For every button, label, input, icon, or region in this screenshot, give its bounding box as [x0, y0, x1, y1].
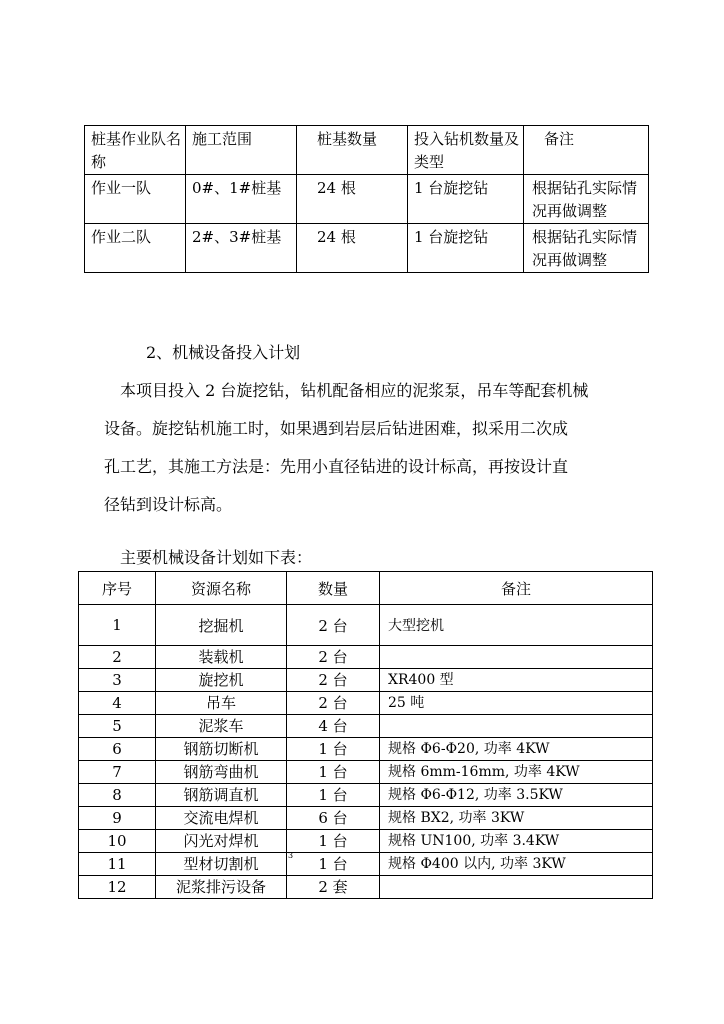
table-cell: XR400 型 — [380, 669, 653, 692]
table-cell: 挖掘机 — [156, 605, 287, 646]
table-cell: 型材切割机 — [156, 853, 287, 876]
table-cell: 2 — [79, 646, 156, 669]
table-cell: 1 台 — [287, 830, 380, 853]
table-row — [85, 224, 649, 273]
table-cell: 规格 UN100, 功率 3.4KW — [380, 830, 653, 853]
table-cell: 25 吨 — [380, 692, 653, 715]
table-cell: 24 根 — [297, 175, 408, 224]
table-cell: 24 根 — [297, 224, 408, 273]
table-row — [79, 669, 653, 692]
table-row — [79, 807, 653, 830]
paragraph-line: 本项目投入 2 台旋挖钻，钻机配备相应的泥浆泵，吊车等配套机械 — [120, 381, 589, 400]
table-cell: 规格 Φ6-Φ12, 功率 3.5KW — [380, 784, 653, 807]
table-cell: 2#、3#桩基 — [186, 224, 297, 273]
header-cell: 资源名称 — [156, 572, 287, 605]
header-cell: 投入钻机数量及类型 — [408, 126, 524, 175]
table-row — [79, 715, 653, 738]
table-row — [79, 784, 653, 807]
table-row — [79, 692, 653, 715]
table-cell: 1 台 — [287, 738, 380, 761]
table-cell: 3 — [79, 669, 156, 692]
table-cell: 作业二队 — [85, 224, 186, 273]
table-cell: 2 台 — [287, 646, 380, 669]
table-row — [79, 761, 653, 784]
table-cell: 2 套 — [287, 876, 380, 899]
pile-team-table — [84, 125, 649, 273]
table-cell: 1 台 — [287, 853, 380, 876]
table-cell: 0#、1#桩基 — [186, 175, 297, 224]
table-cell: 大型挖机 — [380, 605, 653, 646]
table-cell: 钢筋调直机 — [156, 784, 287, 807]
header-cell: 备注 — [380, 572, 653, 605]
table-cell — [380, 646, 653, 669]
section-heading: 2、机械设备投入计划 — [146, 343, 301, 362]
table-cell: 4 — [79, 692, 156, 715]
table-cell: 1 台旋挖钻 — [408, 175, 524, 224]
table-cell: 1 台 — [287, 784, 380, 807]
table-header-row — [85, 126, 649, 175]
table-cell: 5 — [79, 715, 156, 738]
header-cell: 桩基作业队名称 — [85, 126, 186, 175]
table-cell: 泥浆排污设备 — [156, 876, 287, 899]
equipment-table — [78, 571, 653, 899]
table-cell: 规格 Φ400 以内, 功率 3KW — [380, 853, 653, 876]
table-cell: 规格 6mm-16mm, 功率 4KW — [380, 761, 653, 784]
table-row — [85, 175, 649, 224]
table-row — [79, 646, 653, 669]
table-row — [79, 605, 653, 646]
table-cell: 泥浆车 — [156, 715, 287, 738]
table-cell: 12 — [79, 876, 156, 899]
table-row — [79, 853, 653, 876]
page-number: 3 — [288, 851, 294, 860]
table-cell: 9 — [79, 807, 156, 830]
table-cell: 规格 Φ6-Φ20, 功率 4KW — [380, 738, 653, 761]
header-cell: 数量 — [287, 572, 380, 605]
table-cell: 吊车 — [156, 692, 287, 715]
table-cell: 作业一队 — [85, 175, 186, 224]
table-cell: 2 台 — [287, 669, 380, 692]
table-cell: 1 台旋挖钻 — [408, 224, 524, 273]
paragraph-line: 设备。旋挖钻机施工时，如果遇到岩层后钻进困难，拟采用二次成 — [104, 419, 569, 438]
table-cell — [380, 876, 653, 899]
table-cell: 根据钻孔实际情况再做调整 — [524, 224, 649, 273]
table-cell: 闪光对焊机 — [156, 830, 287, 853]
table-cell: 旋挖机 — [156, 669, 287, 692]
table-row — [79, 830, 653, 853]
table-cell: 10 — [79, 830, 156, 853]
table-cell: 1 — [79, 605, 156, 646]
paragraph-line: 径钻到设计标高。 — [104, 495, 233, 514]
table-cell: 2 台 — [287, 692, 380, 715]
table-cell: 装载机 — [156, 646, 287, 669]
table-header-row — [79, 572, 653, 605]
table-cell: 钢筋弯曲机 — [156, 761, 287, 784]
table-row — [79, 738, 653, 761]
body-paragraph — [104, 372, 624, 524]
header-cell: 桩基数量 — [297, 126, 408, 175]
table-cell: 1 台 — [287, 761, 380, 784]
table-cell: 钢筋切断机 — [156, 738, 287, 761]
table-cell: 7 — [79, 761, 156, 784]
table-cell: 规格 BX2, 功率 3KW — [380, 807, 653, 830]
table-row — [79, 876, 653, 899]
table-cell: 根据钻孔实际情况再做调整 — [524, 175, 649, 224]
table-cell: 11 — [79, 853, 156, 876]
table-cell: 8 — [79, 784, 156, 807]
table-cell: 2 台 — [287, 605, 380, 646]
header-cell: 施工范围 — [186, 126, 297, 175]
table-cell: 4 台 — [287, 715, 380, 738]
table-intro: 主要机械设备计划如下表： — [120, 548, 313, 567]
table-cell — [380, 715, 653, 738]
table-cell: 6 台 — [287, 807, 380, 830]
table-cell: 交流电焊机 — [156, 807, 287, 830]
paragraph-line: 孔工艺，其施工方法是：先用小直径钻进的设计标高，再按设计直 — [104, 457, 569, 476]
header-cell: 序号 — [79, 572, 156, 605]
header-cell: 备注 — [524, 126, 649, 175]
table-cell: 6 — [79, 738, 156, 761]
